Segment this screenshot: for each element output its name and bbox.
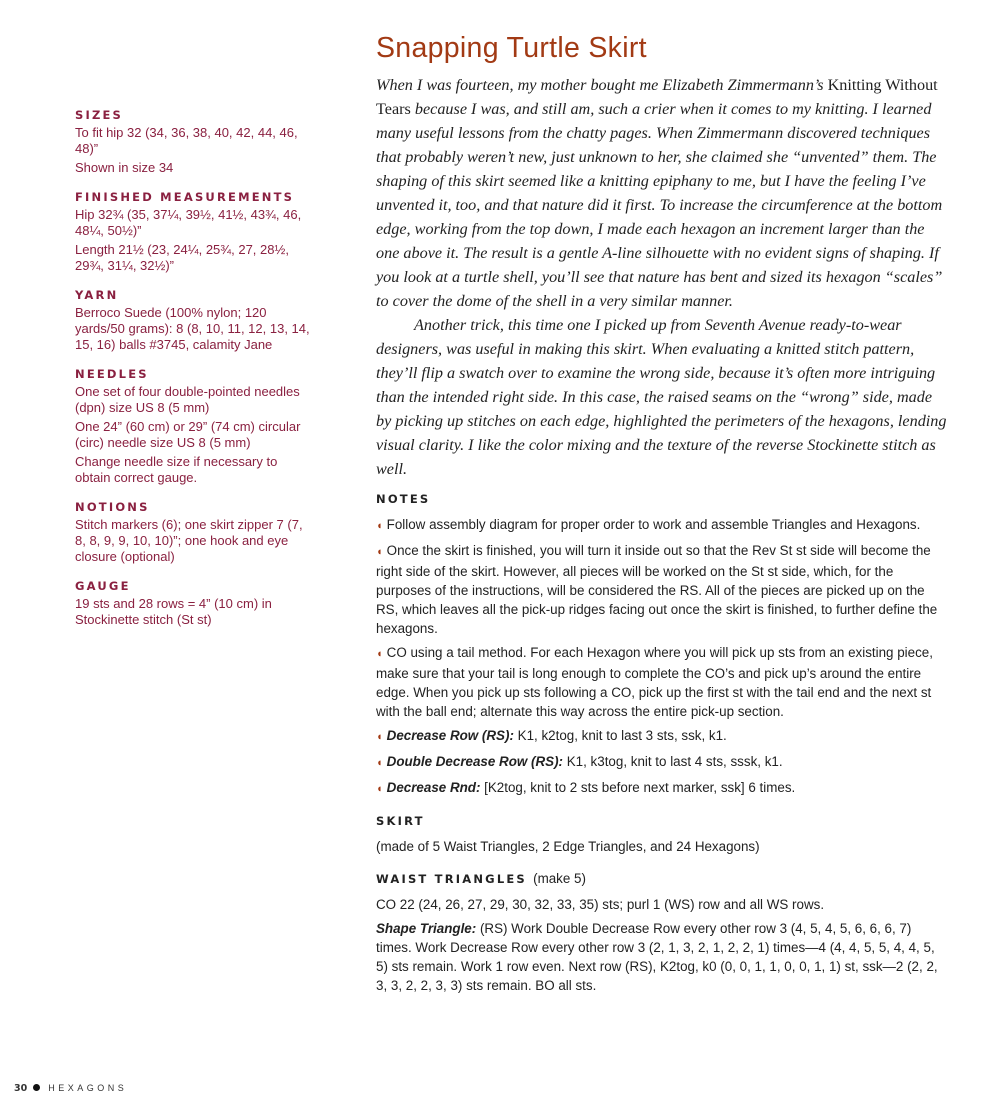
intro-paragraph-2: Another trick, this time one I picked up from Seventh Avenue ready-to-wear designers, was useful in making this skirt. When evaluating a knitted stitch pattern, they’ll flip a swatch over to examine the wrong side, because it’s often more intriguing than the intended right side. In this case, the raised seams on the “wrong” side, made by picking up stitches on each edge, highlighted the perimeters of the hexagons, lending visual clarity. I like the color mixing and the texture of the reverse Stockinette stitch as well. bbox=[376, 316, 947, 478]
section-name: HEXAGONS bbox=[48, 1083, 128, 1093]
double-decrease-row-label: Double Decrease Row (RS): bbox=[386, 754, 564, 769]
bullet-arrow-icon: ◖ bbox=[376, 648, 383, 660]
waist-triangles-heading: WAIST TRIANGLES (make 5) bbox=[376, 871, 586, 886]
note-item: ◖ Decrease Rnd: [K2tog, knit to 2 sts before next marker, ssk] 6 times. bbox=[376, 780, 796, 795]
notes-heading: NOTES bbox=[376, 492, 431, 506]
notions-section bbox=[75, 500, 315, 565]
gauge-text: 19 sts and 28 rows = 4” (10 cm) in Stockinette stitch (St st) bbox=[75, 596, 272, 627]
sizes-shown: Shown in size 34 bbox=[75, 160, 174, 175]
page-title: Snapping Turtle Skirt bbox=[376, 32, 647, 64]
decrease-row-label: Decrease Row (RS): bbox=[386, 728, 514, 743]
needles-circ: One 24” (60 cm) or 29” (74 cm) circular (circ) needle size US 8 (5 mm) bbox=[75, 419, 301, 450]
note-item: ◖ Once the skirt is finished, you will turn it inside out so that the Rev St st side will become the right side of the skirt. However, all pieces will be worked on the St st side, which, for the purposes of the instructions, will be considered the RS. All of the pieces are picked up on the RS, which leaves all the pick-up ridges facing out once the skirt is finished, to further define the hexagons. bbox=[376, 543, 938, 636]
bullet-arrow-icon: ◖ bbox=[376, 757, 383, 769]
notions-text: Stitch markers (6); one skirt zipper 7 (7, 8, 8, 9, 9, 10, 10)”; one hook and eye closure (optional) bbox=[75, 517, 303, 564]
needles-gauge-note: Change needle size if necessary to obtain correct gauge. bbox=[75, 454, 278, 485]
yarn-text: Berroco Suede (100% nylon; 120 yards/50 grams): 8 (8, 10, 11, 12, 13, 14, 15, 16) balls #3745, calamity Jane bbox=[75, 305, 310, 352]
note-item: ◖ Follow assembly diagram for proper order to work and assemble Triangles and Hexagons. bbox=[376, 517, 921, 532]
finished-measurements-section bbox=[75, 190, 315, 274]
note-item: ◖ Double Decrease Row (RS): K1, k3tog, knit to last 4 sts, sssk, k1. bbox=[376, 754, 783, 769]
bullet-arrow-icon: ◖ bbox=[376, 783, 383, 795]
intro-p1-part1: When I was fourteen, my mother bought me Elizabeth Zimmermann’s bbox=[376, 76, 828, 94]
sidebar bbox=[75, 108, 315, 642]
intro-p1-part2: because I was, and still am, such a crier when it comes to my knitting. I learned many useful lessons from the chatty pages. When Zimmermann discovered techniques that probably weren’t new, just unknown to her, she claimed she “unvented” them. The shaping of this skirt seemed like a knitting epiphany to me, but I have the feeling I’ve unvented it, too, and that nature did it first. To increase the circumference at the bottom edge, working from the top down, I made each hexagon an increment larger than the one above it. The result is a gentle A-line silhouette with no evident signs of shaping. If you look at a turtle shell, you’ll see that nature has bent and sized its hexagon “scales” to cover the dome of the shell in a very similar manner. bbox=[376, 100, 943, 310]
skirt-heading: SKIRT bbox=[376, 814, 425, 828]
book-title: Knitting Without Tears bbox=[376, 76, 938, 118]
intro-text bbox=[376, 73, 950, 481]
waist-cast-on: CO 22 (24, 26, 27, 29, 30, 32, 33, 35) sts; purl 1 (WS) row and all WS rows. bbox=[376, 897, 825, 912]
make-count: (make 5) bbox=[533, 871, 586, 886]
hip-measurement: Hip 32¾ (35, 37¼, 39½, 41½, 43¾, 46, 48¼, 50½)” bbox=[75, 207, 302, 238]
gauge-section bbox=[75, 579, 315, 628]
note-item: ◖ CO using a tail method. For each Hexagon where you will pick up sts from an existing piece, make sure that your tail is long enough to complete the CO’s and pick up’s around the entire edge. When you pick up sts following a CO, pick up the first st with the tail end and the next st with the ball end; alternate this way across the entire pick-up section. bbox=[376, 645, 933, 719]
intro-paragraph-1 bbox=[376, 73, 950, 313]
skirt-composition: (made of 5 Waist Triangles, 2 Edge Triangles, and 24 Hexagons) bbox=[376, 839, 760, 854]
bullet-arrow-icon: ◖ bbox=[376, 520, 383, 532]
length-measurement: Length 21½ (23, 24¼, 25¾, 27, 28½, 29¾, 31¼, 32½)” bbox=[75, 242, 289, 273]
sizes-heading: SIZES bbox=[75, 108, 124, 122]
sizes-section bbox=[75, 108, 315, 176]
decrease-rnd-label: Decrease Rnd: bbox=[386, 780, 481, 795]
gauge-heading: GAUGE bbox=[75, 579, 131, 593]
yarn-heading: YARN bbox=[75, 288, 119, 302]
yarn-section bbox=[75, 288, 315, 353]
finished-measurements-heading: FINISHED MEASUREMENTS bbox=[75, 190, 295, 204]
needles-heading: NEEDLES bbox=[75, 367, 149, 381]
page-number: 30 bbox=[14, 1083, 28, 1094]
notions-heading: NOTIONS bbox=[75, 500, 150, 514]
note-item: ◖ Decrease Row (RS): K1, k2tog, knit to last 3 sts, ssk, k1. bbox=[376, 728, 727, 743]
sizes-fit: To fit hip 32 (34, 36, 38, 40, 42, 44, 46, 48)” bbox=[75, 125, 298, 156]
shape-triangle-label: Shape Triangle: bbox=[376, 921, 477, 936]
bullet-dot-icon bbox=[33, 1084, 40, 1091]
shape-triangle: Shape Triangle: (RS) Work Double Decrease Row every other row 3 (4, 5, 4, 5, 6, 6, 6, 7) times. Work Decrease Row every other row 3 (2, 1, 3, 2, 1, 2, 2, 1) times—4 (4, 4, 5, 5, 4, 4, 5, 5) sts remain. Work 1 row even. Next row (RS), K2tog, k0 (0, 0, 1, 1, 0, 0, 1, 1) st, ssk—2 (2, 2, 3, 3, 2, 2, 3, 3) sts remain. BO all sts. bbox=[376, 921, 938, 993]
bullet-arrow-icon: ◖ bbox=[376, 546, 383, 558]
page-footer bbox=[14, 1083, 127, 1094]
needles-section bbox=[75, 367, 315, 486]
needles-dpn: One set of four double-pointed needles (dpn) size US 8 (5 mm) bbox=[75, 384, 300, 415]
bullet-arrow-icon: ◖ bbox=[376, 731, 383, 743]
instructions bbox=[376, 490, 950, 1000]
